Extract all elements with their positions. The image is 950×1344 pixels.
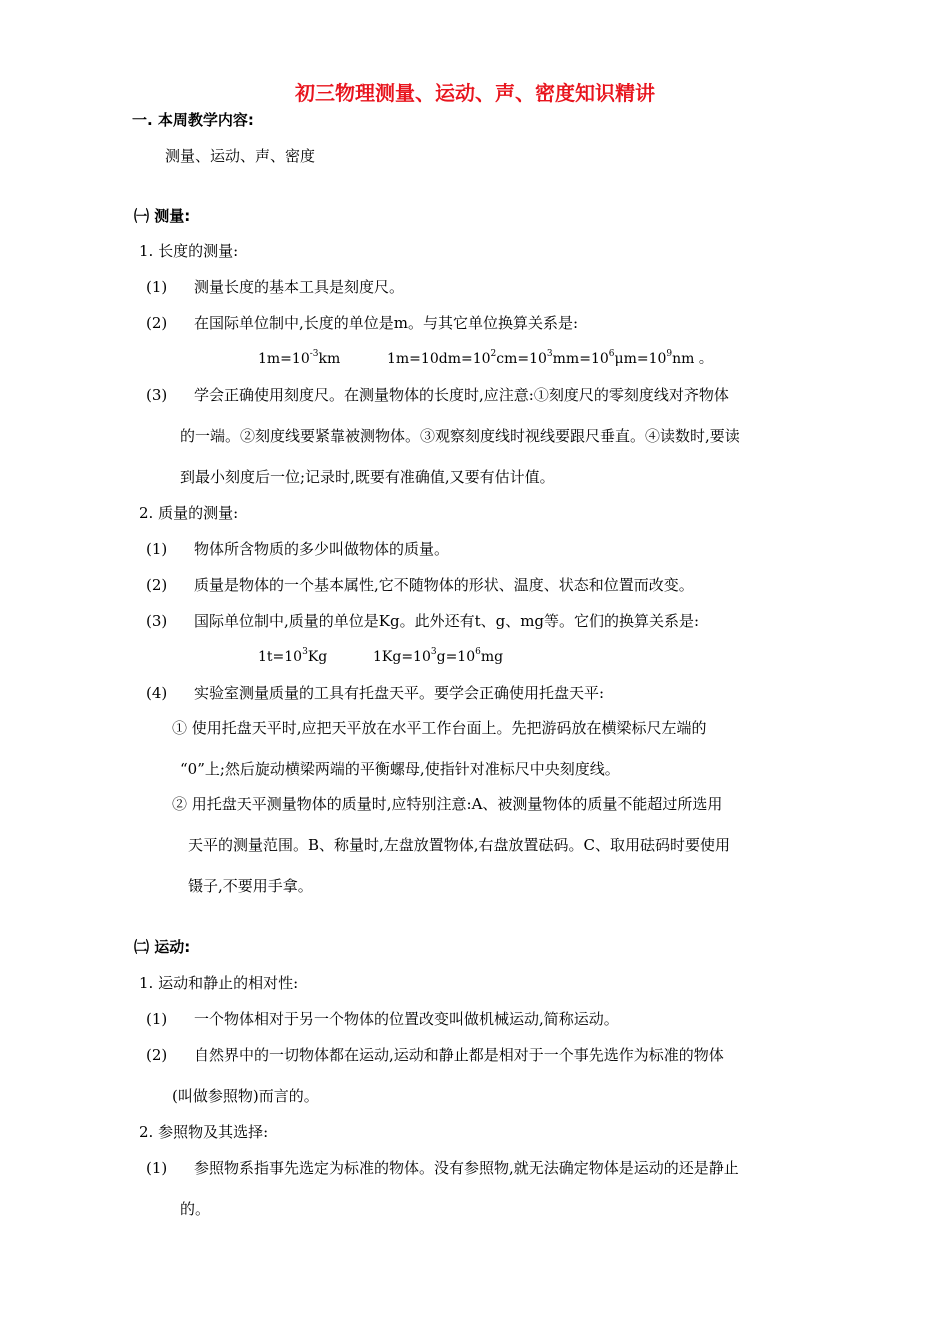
formula-part: 1t=10 — [258, 649, 303, 665]
length-formula-units — [387, 349, 713, 369]
length-item-3-cont: 到最小刻度后一位;记录时,既要有准确值,又要有估计值。 — [180, 468, 555, 486]
formula-exponent: 6 — [608, 349, 615, 360]
formula-exponent: 6 — [475, 647, 481, 658]
item-number: (3) — [146, 386, 168, 404]
formula-part: 1Kg=10 — [373, 649, 431, 665]
item-number: (1) — [146, 278, 168, 296]
length-item-2 — [146, 313, 578, 333]
mass-item-3 — [146, 611, 699, 631]
subheading-relativity: 1. 运动和静止的相对性: — [139, 974, 299, 992]
formula-part: km — [318, 351, 341, 367]
item-number: (2) — [146, 576, 168, 594]
item-text: 参照物系指事先选定为标准的物体。没有参照物,就无法确定物体是运动的还是静止 — [194, 1159, 739, 1177]
balance-step-2-cont: 镊子,不要用手拿。 — [188, 877, 313, 895]
subheading-mass-measurement: 2. 质量的测量: — [139, 504, 239, 522]
document-title: 初三物理测量、运动、声、密度知识精讲 — [295, 81, 655, 105]
formula-exponent: 3 — [302, 647, 308, 658]
item-text: 一个物体相对于另一个物体的位置改变叫做机械运动,简称运动。 — [194, 1010, 619, 1028]
item-number: (3) — [146, 612, 168, 630]
relativity-item-2 — [146, 1045, 724, 1065]
teaching-content-text: 测量、运动、声、密度 — [165, 147, 316, 165]
relativity-item-2-cont: (叫做参照物)而言的。 — [172, 1087, 319, 1105]
subheading-length-measurement: 1. 长度的测量: — [139, 242, 239, 260]
item-number: (4) — [146, 684, 168, 702]
item-text: 测量长度的基本工具是刻度尺。 — [194, 278, 405, 296]
item-number: (2) — [146, 314, 168, 332]
balance-step-2-cont: 天平的测量范围。B、称量时,左盘放置物体,右盘放置砝码。C、取用砝码时要使用 — [188, 836, 731, 854]
formula-exponent: 3 — [430, 647, 437, 658]
formula-part: nm 。 — [672, 351, 713, 367]
item-text: 在国际单位制中,长度的单位是m。与其它单位换算关系是: — [194, 314, 579, 332]
formula-exponent: 3 — [546, 349, 553, 360]
mass-formula-kg — [373, 647, 503, 667]
length-item-3-cont: 的一端。②刻度线要紧靠被测物体。③观察刻度线时视线要跟尺垂直。④读数时,要读 — [180, 427, 740, 445]
balance-step-1-cont: “0”上;然后旋动横梁两端的平衡螺母,使指针对准标尺中央刻度线。 — [180, 760, 620, 778]
section-heading-measurement: ㈠ 测量: — [134, 207, 191, 225]
formula-part: mm=10 — [552, 351, 609, 367]
formula-part: 1m=10dm=10 — [387, 351, 491, 367]
subheading-reference-object: 2. 参照物及其选择: — [139, 1123, 269, 1141]
reference-item-1-cont: 的。 — [180, 1200, 211, 1218]
formula-part: g=10 — [436, 649, 476, 665]
item-text: 实验室测量质量的工具有托盘天平。要学会正确使用托盘天平: — [194, 684, 605, 702]
relativity-item-1 — [146, 1009, 619, 1029]
length-item-1 — [146, 277, 404, 297]
formula-part: cm=10 — [496, 351, 547, 367]
length-item-3 — [146, 385, 729, 405]
formula-exponent: 2 — [490, 349, 497, 360]
section-heading-teaching-content: 一. 本周教学内容: — [132, 111, 254, 129]
reference-item-1 — [146, 1158, 739, 1178]
length-formula-km — [258, 349, 340, 369]
item-text: 国际单位制中,质量的单位是Kg。此外还有t、g、mg等。它们的换算关系是: — [194, 612, 700, 630]
formula-part: Kg — [307, 649, 328, 665]
balance-step-1: ① 使用托盘天平时,应把天平放在水平工作台面上。先把游码放在横梁标尺左端的 — [172, 719, 707, 737]
item-number: (1) — [146, 1159, 168, 1177]
mass-item-2 — [146, 575, 694, 595]
formula-exponent: 9 — [666, 349, 673, 360]
formula-part: 1m=10 — [258, 351, 310, 367]
formula-part: mg — [480, 649, 504, 665]
item-text: 学会正确使用刻度尺。在测量物体的长度时,应注意:①刻度尺的零刻度线对齐物体 — [194, 386, 729, 404]
formula-part: μm=10 — [614, 351, 667, 367]
mass-formula-ton — [258, 647, 327, 667]
item-text: 质量是物体的一个基本属性,它不随物体的形状、温度、状态和位置而改变。 — [194, 576, 694, 594]
item-number: (1) — [146, 1010, 168, 1028]
mass-item-1 — [146, 539, 449, 559]
balance-step-2: ② 用托盘天平测量物体的质量时,应特别注意:A、被测量物体的质量不能超过所选用 — [172, 795, 723, 813]
item-text: 自然界中的一切物体都在运动,运动和静止都是相对于一个事先选作为标准的物体 — [194, 1046, 724, 1064]
formula-exponent: -3 — [309, 349, 319, 360]
item-text: 物体所含物质的多少叫做物体的质量。 — [194, 540, 450, 558]
item-number: (1) — [146, 540, 168, 558]
mass-item-4 — [146, 683, 604, 703]
item-number: (2) — [146, 1046, 168, 1064]
section-heading-motion: ㈡ 运动: — [134, 938, 191, 956]
